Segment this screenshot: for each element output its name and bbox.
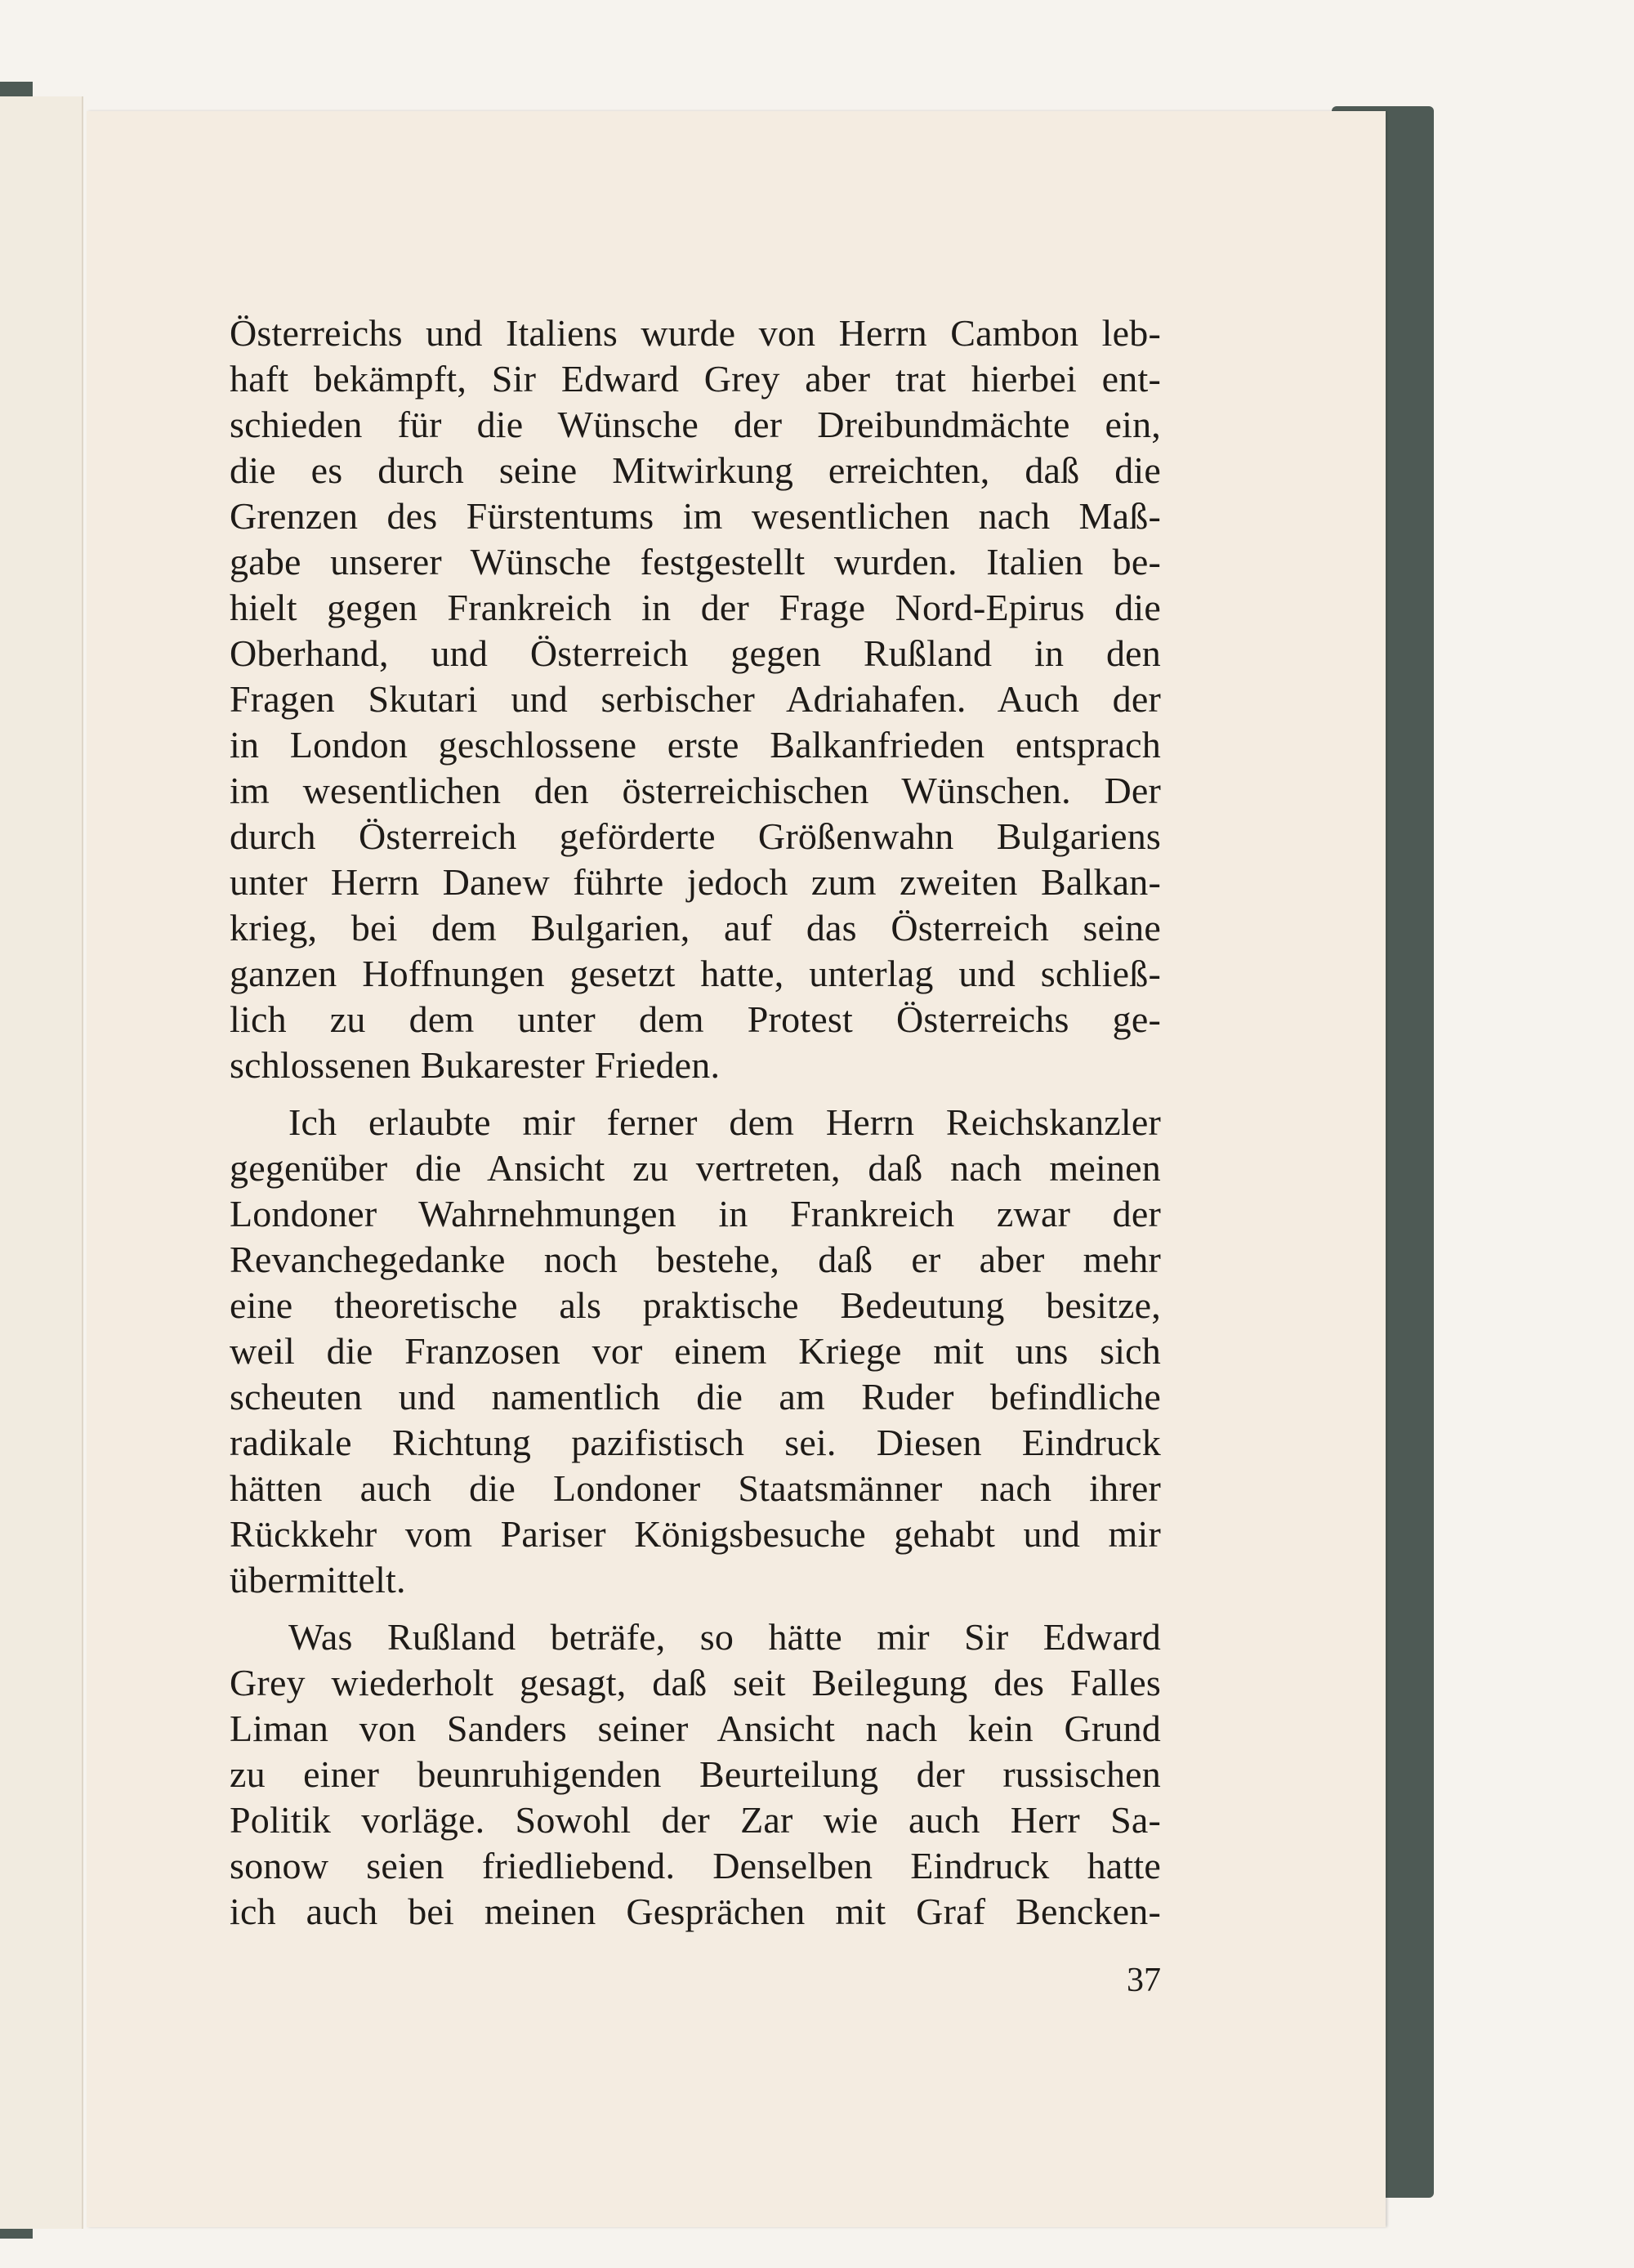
text-line: ich auch bei meinen Gesprächen mit Graf Bencken- [230, 1891, 1161, 1932]
text-line: durch Österreich geförderte Größenwahn Bulgariens [230, 815, 1161, 857]
text-line: schieden für die Wünsche der Dreibundmächte ein, [230, 404, 1161, 445]
text-line: hätten auch die Londoner Staatsmänner nach ihrer [230, 1467, 1161, 1509]
text-line: gegenüber die Ansicht zu vertreten, daß nach meinen [230, 1147, 1161, 1189]
text-line: hielt gegen Frankreich in der Frage Nord-Epirus die [230, 587, 1161, 628]
paragraph-2 [230, 1100, 1161, 1603]
page-number: 37 [1127, 1962, 1161, 1999]
text-line: radikale Richtung pazifistisch sei. Diesen Eindruck [230, 1422, 1161, 1463]
text-line: Österreichs und Italiens wurde von Herrn Cambon leb- [230, 312, 1161, 354]
text-line: Rückkehr vom Pariser Königsbesuche gehabt und mir [230, 1513, 1161, 1555]
text-line: im wesentlichen den österreichischen Wünschen. Der [230, 770, 1161, 811]
text-line: krieg, bei dem Bulgarien, auf das Österreich seine [230, 907, 1161, 949]
text-line: gabe unserer Wünsche festgestellt wurden. Italien be- [230, 541, 1161, 583]
text-line: lich zu dem unter dem Protest Österreichs ge- [230, 998, 1161, 1040]
text-line: zu einer beunruhigenden Beurteilung der russischen [230, 1753, 1161, 1795]
text-line: Londoner Wahrnehmungen in Frankreich zwar der [230, 1193, 1161, 1234]
facing-page-edge [0, 96, 83, 2229]
text-line: übermittelt. [230, 1559, 406, 1601]
text-line: weil die Franzosen vor einem Kriege mit uns sich [230, 1330, 1161, 1372]
text-line: Grenzen des Fürstentums im wesentlichen nach Maß- [230, 495, 1161, 537]
text-line: in London geschlossene erste Balkanfrieden entsprach [230, 724, 1161, 766]
text-line: scheuten und namentlich die am Ruder befindliche [230, 1376, 1161, 1418]
text-line: Fragen Skutari und serbischer Adriahafen. Auch der [230, 678, 1161, 720]
text-line: haft bekämpft, Sir Edward Grey aber trat hierbei ent- [230, 358, 1161, 400]
text-line: die es durch seine Mitwirkung erreichten, daß die [230, 449, 1161, 491]
text-line: Oberhand, und Österreich gegen Rußland in den [230, 632, 1161, 674]
text-line: Grey wiederholt gesagt, daß seit Beilegung des Falles [230, 1662, 1161, 1703]
text-line: Ich erlaubte mir ferner dem Herrn Reichskanzler [288, 1101, 1161, 1143]
text-line: Liman von Sanders seiner Ansicht nach kein Grund [230, 1708, 1161, 1749]
paragraph-1 [230, 310, 1161, 1088]
page-text [230, 310, 1161, 1935]
paragraph-3 [230, 1614, 1161, 1935]
text-line: eine theoretische als praktische Bedeutung besitze, [230, 1284, 1161, 1326]
text-line: schlossenen Bukarester Frieden. [230, 1044, 721, 1086]
text-line: Was Rußland beträfe, so hätte mir Sir Edward [288, 1616, 1161, 1658]
text-line: unter Herrn Danew führte jedoch zum zweiten Balkan- [230, 861, 1161, 903]
text-line: ganzen Hoffnungen gesetzt hatte, unterlag und schließ- [230, 953, 1161, 994]
text-line: Revanchegedanke noch bestehe, daß er aber mehr [230, 1239, 1161, 1280]
text-line: Politik vorläge. Sowohl der Zar wie auch Herr Sa- [230, 1799, 1161, 1841]
text-line: sonow seien friedliebend. Denselben Eindruck hatte [230, 1845, 1161, 1886]
